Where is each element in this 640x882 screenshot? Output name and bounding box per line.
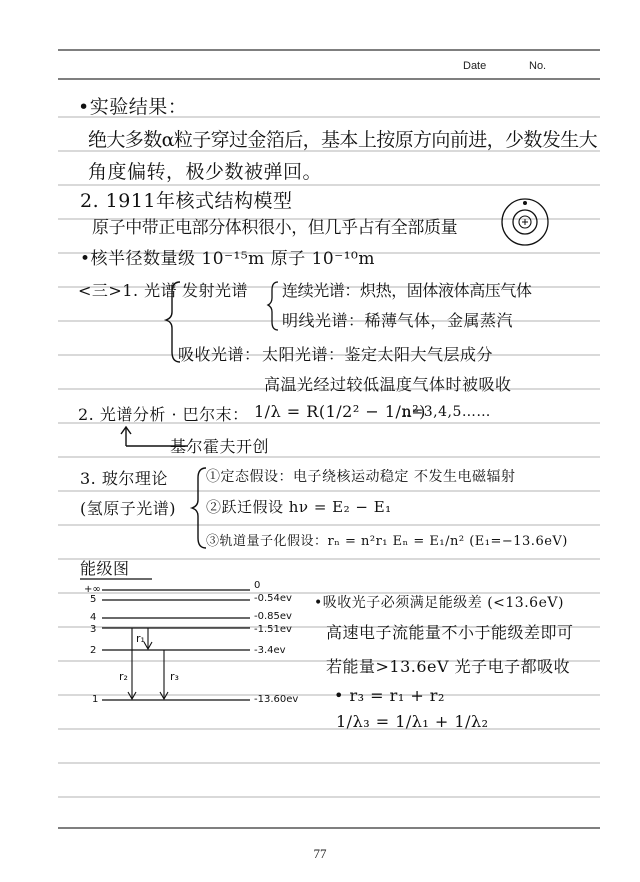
spectrum-brackets: [150, 278, 290, 368]
stationary-state-postulate: ①定态假设：电子绕核运动稳定 不发生电磁辐射: [206, 469, 516, 485]
line-spectrum-text: 明线光谱：稀薄气体，金属蒸汽: [282, 311, 514, 330]
wavelength-sum-relation: • r₃ = r₁ + r₂: [334, 686, 445, 705]
ionization-text: 若能量>13.6eV 光子电子都吸收: [326, 657, 571, 676]
electron-collision-text: 高速电子流能量不小于能级差即可: [326, 623, 574, 642]
kirchhoff-text: 基尔霍夫开创: [170, 437, 270, 456]
bohr-theory-heading: 3. 玻尔理论: [80, 469, 168, 488]
nuclear-model-text: 原子中带正电部分体积很小，但几乎占有全部质量: [92, 218, 458, 238]
transition-postulate: ②跃迁假设 hν = E₂ − E₁: [206, 498, 392, 516]
absorption-explanation: 高温光经过较低温度气体时被吸收: [264, 375, 512, 394]
spectrum-analysis-heading: 2. 光谱分析 · 巴尔末：: [78, 405, 249, 424]
atom-sketch: [498, 195, 558, 255]
level-n-label: 1: [92, 694, 99, 705]
transition-label: r₂: [119, 670, 128, 683]
level-n-label: 4: [90, 612, 97, 623]
level-n-label: 5: [90, 594, 97, 605]
energy-level-heading: 能级图: [80, 559, 130, 578]
experiment-result-line-1: 绝大多数α粒子穿过金箔后，基本上按原方向前进，少数发生大: [88, 129, 598, 151]
absorption-spectrum-label: 吸收光谱：: [178, 345, 261, 364]
level-energy-label: -3.4ev: [254, 645, 286, 656]
experiment-result-line-2: 角度偏转，极少数被弹回。: [88, 161, 323, 183]
bohr-bracket: [186, 464, 210, 554]
orbit-quantization-postulate: ③轨道量子化假设：rₙ = n²r₁ Eₙ = E₁/n² (E₁=−13.6eV): [206, 534, 568, 549]
balmer-formula: 1/λ = R(1/2² − 1/n²): [254, 402, 426, 421]
level-energy-label: -0.54ev: [254, 593, 292, 604]
level-energy-label: -0.85ev: [254, 611, 292, 622]
level-energy-label: 0: [254, 580, 261, 591]
level-energy-label: -1.51ev: [254, 624, 292, 635]
transition-label: r₁: [136, 632, 145, 645]
spectrum-heading: <三>1. 光谱: [78, 281, 178, 300]
level-n-label: 2: [90, 645, 97, 656]
solar-spectrum-text: 太阳光谱：鉴定太阳大气层成分: [262, 345, 494, 364]
page-number: 77: [313, 846, 327, 861]
balmer-n-values: n=3,4,5……: [402, 404, 491, 420]
reciprocal-wavelength-relation: 1/λ₃ = 1/λ₁ + 1/λ₂: [336, 712, 489, 731]
nuclear-model-heading: 2. 1911年核式结构模型: [80, 190, 293, 212]
number-label: No.: [529, 60, 547, 72]
level-energy-label: -13.60ev: [254, 694, 299, 705]
emission-spectrum-label: 发射光谱: [182, 281, 249, 300]
transition-label: r₃: [170, 670, 179, 683]
absorption-condition-text: •吸收光子必须满足能级差 (<13.6eV): [314, 595, 564, 611]
date-label: Date: [463, 60, 487, 72]
level-n-label: +∞: [84, 584, 101, 595]
experiment-result-heading: •实验结果：: [78, 96, 188, 118]
level-n-label: 3: [90, 624, 97, 635]
continuous-spectrum-text: 连续光谱：炽热，固体液体高压气体: [282, 281, 532, 300]
radius-order-text: •核半径数量级 10⁻¹⁵m 原子 10⁻¹⁰m: [80, 249, 375, 269]
hydrogen-spectrum-label: (氢原子光谱): [80, 499, 176, 518]
